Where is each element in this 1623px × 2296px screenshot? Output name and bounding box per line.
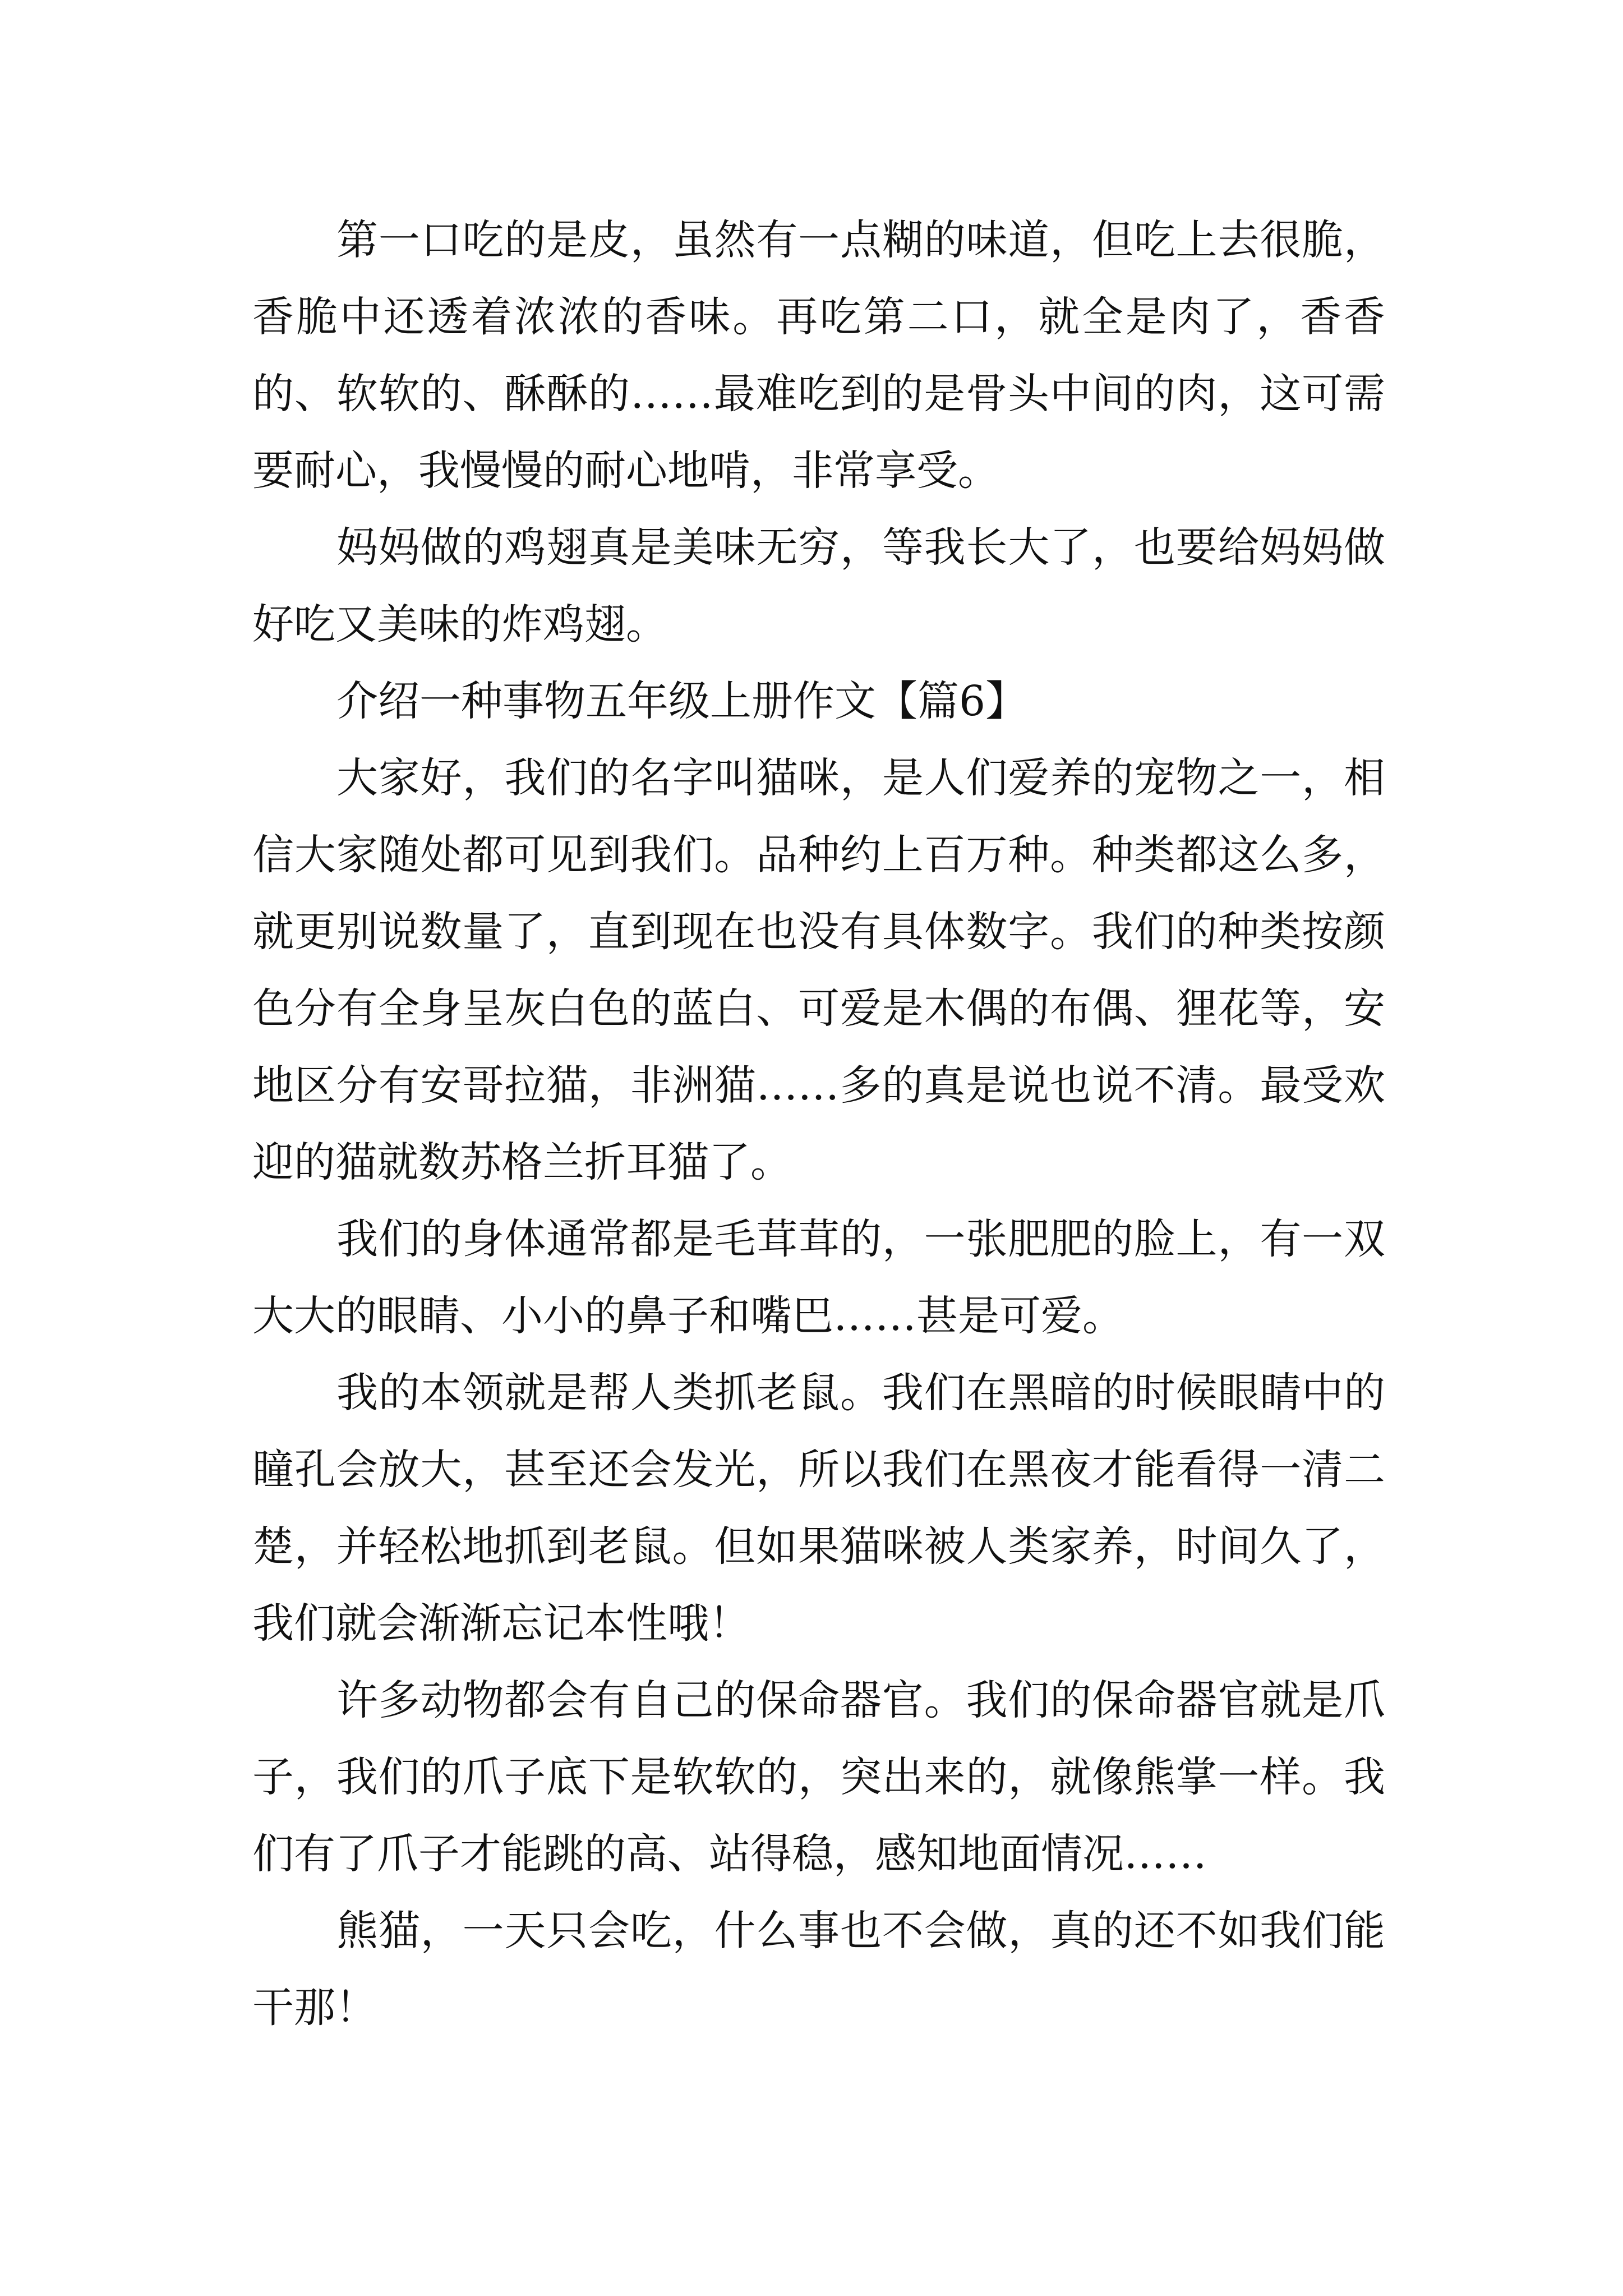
paragraph-mom-wings: 妈妈做的鸡翅真是美味无穷，等我长大了，也要给妈妈做好吃又美味的炸鸡翅。: [252, 523, 1385, 648]
paragraph-cat-claws: 许多动物都会有自己的保命器官。我们的保命器官就是爪子，我们的爪子底下是软软的，突出来的，就像熊掌一样。我们有了爪子才能跳的高、站得稳，感知地面情况……: [252, 1676, 1385, 1878]
document-body: [252, 202, 1385, 2046]
paragraph-cat-body: 我们的身体通常都是毛茸茸的，一张肥肥的脸上，有一双大大的眼睛、小小的鼻子和嘴巴……甚是可爱。: [252, 1215, 1385, 1340]
paragraph-cat-skill: 我的本领就是帮人类抓老鼠。我们在黑暗的时候眼睛中的瞳孔会放大，甚至还会发光，所以我们在黑夜才能看得一清二楚，并轻松地抓到老鼠。但如果猫咪被人类家养，时间久了，我们就会渐渐忘记本性哦！: [252, 1369, 1385, 1648]
paragraph-eating-wing: 第一口吃的是皮，虽然有一点糊的味道，但吃上去很脆，香脆中还透着浓浓的香味。再吃第二口，就全是肉了，香香的、软软的、酥酥的……最难吃到的是骨头中间的肉，这可需要耐心，我慢慢的耐心地啃，非常享受。: [252, 216, 1385, 495]
paragraph-panda: 熊猫，一天只会吃，什么事也不会做，真的还不如我们能干那！: [252, 1907, 1385, 2032]
section-heading: 介绍一种事物五年级上册作文【篇6】: [336, 677, 1027, 725]
paragraph-cat-intro: 大家好，我们的名字叫猫咪，是人们爱养的宠物之一，相信大家随处都可见到我们。品种约上百万种。种类都这么多，就更别说数量了，直到现在也没有具体数字。我们的种类按颜色分有全身呈灰白色的蓝白、可爱是木偶的布偶、狸花等，安地区分有安哥拉猫，非洲猫……多的真是说也说不清。最受欢迎的猫就数苏格兰折耳猫了。: [252, 754, 1385, 1186]
